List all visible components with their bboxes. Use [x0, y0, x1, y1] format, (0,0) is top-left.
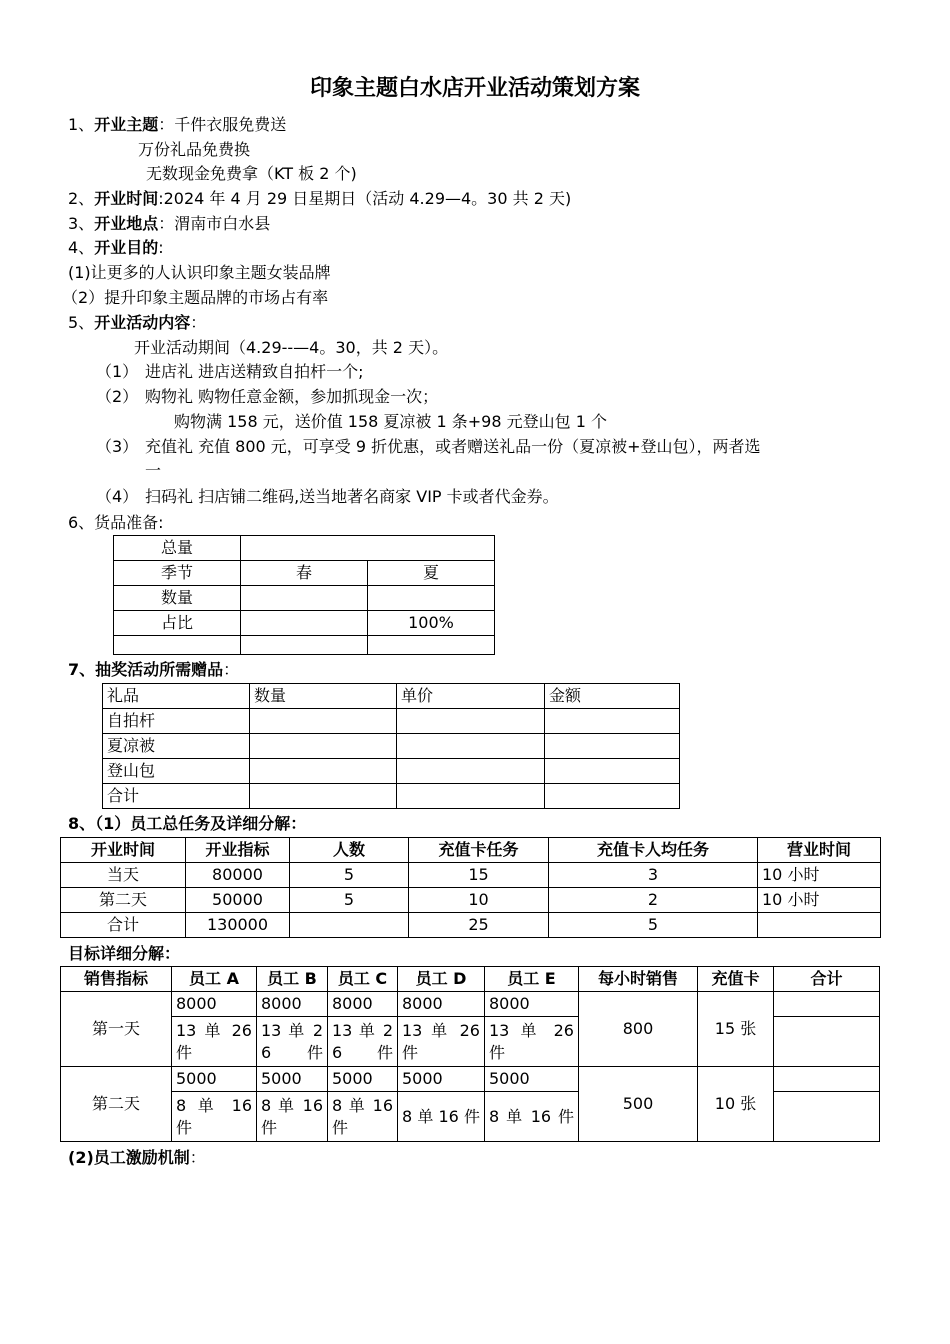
- day1-hourly: 800: [579, 992, 698, 1067]
- activity-period: 开业活动期间（4.29--—4。30，共 2 天）。: [134, 338, 449, 357]
- section-3: 3、开业地点：渭南市白水县: [68, 214, 271, 233]
- day2-orders-b: 8 单 16 件: [257, 1092, 328, 1142]
- goods-qty-label: 数量: [114, 586, 241, 611]
- gift-name: 登山包: [103, 759, 250, 784]
- goods-qty-spring: [241, 586, 368, 611]
- goods-spring: 春: [241, 561, 368, 586]
- section-8-heading: 8、（1）员工总任务及详细分解：: [68, 814, 307, 833]
- detail-header: 员工 C: [328, 967, 398, 992]
- task-header: 充值卡任务: [409, 838, 549, 863]
- goods-season-label: 季节: [114, 561, 241, 586]
- activity-item-1: 进店礼 进店送精致自拍杆一个;: [145, 362, 364, 381]
- goods-total-value: [241, 536, 495, 561]
- day1-total-bottom: [774, 1017, 880, 1067]
- incentive-heading: (2)员工激励机制：: [68, 1148, 206, 1167]
- gifts-table: [102, 683, 680, 809]
- day1-target-d: 8000: [398, 992, 485, 1017]
- page-title: 印象主题白水店开业活动策划方案: [309, 76, 640, 101]
- day2-target-b: 5000: [257, 1067, 328, 1092]
- task-header: 开业指标: [186, 838, 290, 863]
- detail-header: 员工 E: [485, 967, 579, 992]
- activity-item-3-num: （3）: [96, 437, 139, 456]
- gifts-header: 礼品: [103, 684, 250, 709]
- day2-target-e: 5000: [485, 1067, 579, 1092]
- detail-header: 合计: [774, 967, 880, 992]
- detail-header: 员工 D: [398, 967, 485, 992]
- purpose-item-2: （2）提升印象主题品牌的市场占有率: [62, 288, 329, 307]
- activity-item-4: 扫码礼 扫店铺二维码,送当地著名商家 VIP 卡或者代金券。: [145, 487, 559, 506]
- goods-total-label: 总量: [114, 536, 241, 561]
- goods-qty-summer: [368, 586, 495, 611]
- staff-task-table: [60, 837, 881, 938]
- day2-label: 第二天: [61, 1067, 172, 1142]
- day1-orders-d: 13 单 26 件: [398, 1017, 485, 1067]
- day2-total-top: [774, 1067, 880, 1092]
- goods-ratio-spring: [241, 611, 368, 636]
- goods-ratio-label: 占比: [114, 611, 241, 636]
- goods-table: [113, 535, 495, 655]
- gifts-header: 金额: [545, 684, 680, 709]
- task-header: 营业时间: [758, 838, 881, 863]
- day2-target-c: 5000: [328, 1067, 398, 1092]
- day1-card: 15 张: [698, 992, 774, 1067]
- activity-item-2-detail: 购物满 158 元，送价值 158 夏凉被 1 条+98 元登山包 1 个: [174, 412, 607, 431]
- task-header: 开业时间: [61, 838, 186, 863]
- activity-item-1-num: （1）: [96, 362, 139, 381]
- detail-header: 每小时销售: [579, 967, 698, 992]
- section-6-heading: 6、货品准备:: [68, 513, 164, 532]
- detail-header: 销售指标: [61, 967, 172, 992]
- theme-line-3: 无数现金免费拿（KT 板 2 个): [146, 164, 357, 183]
- purpose-item-1: (1)让更多的人认识印象主题女装品牌: [68, 263, 331, 282]
- detail-table: [60, 966, 880, 1142]
- day2-orders-c: 8 单 16 件: [328, 1092, 398, 1142]
- day2-orders-a: 8 单 16 件: [172, 1092, 257, 1142]
- goods-summer: 夏: [368, 561, 495, 586]
- goods-ratio-summer: 100%: [368, 611, 495, 636]
- gift-name: 夏凉被: [103, 734, 250, 759]
- day1-orders-c: 13 单 26 件: [328, 1017, 398, 1067]
- goods-empty-cell: [241, 636, 368, 655]
- task-header: 人数: [290, 838, 409, 863]
- detail-header: 员工 A: [172, 967, 257, 992]
- day2-target-d: 5000: [398, 1067, 485, 1092]
- section-5-heading: 5、开业活动内容：: [68, 313, 207, 332]
- day2-total-bottom: [774, 1092, 880, 1142]
- gifts-header: 单价: [397, 684, 545, 709]
- section-7-heading: 7、抽奖活动所需赠品：: [68, 660, 240, 679]
- day1-orders-a: 13 单 26 件: [172, 1017, 257, 1067]
- detail-header: 员工 B: [257, 967, 328, 992]
- activity-item-2-num: （2）: [96, 387, 139, 406]
- day1-target-c: 8000: [328, 992, 398, 1017]
- day1-target-a: 8000: [172, 992, 257, 1017]
- gift-name: 合计: [103, 784, 250, 809]
- day2-orders-e: 8 单 16 件: [485, 1092, 579, 1142]
- activity-item-2: 购物礼 购物任意金额，参加抓现金一次；: [145, 387, 439, 406]
- goods-empty-cell: [368, 636, 495, 655]
- day2-card: 10 张: [698, 1067, 774, 1142]
- goods-empty-cell: [114, 636, 241, 655]
- day2-orders-d: 8 单 16 件: [398, 1092, 485, 1142]
- activity-item-3: 充值礼 充值 800 元，可享受 9 折优惠，或者赠送礼品一份（夏凉被+登山包），两者选: [145, 437, 761, 456]
- gift-name: 自拍杆: [103, 709, 250, 734]
- section-2: 2、开业时间:2024 年 4 月 29 日星期日（活动 4.29—4。30 共 2 天): [68, 189, 572, 208]
- day2-hourly: 500: [579, 1067, 698, 1142]
- activity-item-3-cont: 一: [145, 461, 162, 480]
- gifts-header: 数量: [250, 684, 397, 709]
- day1-target-b: 8000: [257, 992, 328, 1017]
- section-1-heading: 1、开业主题：千件衣服免费送: [68, 115, 287, 134]
- day1-orders-b: 13 单 26 件: [257, 1017, 328, 1067]
- table-row: 第二天 50000 5 10 2 10 小时: [61, 888, 881, 913]
- detail-heading: 目标详细分解：: [68, 944, 181, 963]
- task-header: 充值卡人均任务: [549, 838, 758, 863]
- day1-total-top: [774, 992, 880, 1017]
- activity-item-4-num: （4）: [96, 487, 139, 506]
- day1-label: 第一天: [61, 992, 172, 1067]
- theme-line-2: 万份礼品免费换: [138, 140, 251, 159]
- day2-target-a: 5000: [172, 1067, 257, 1092]
- section-4-heading: 4、开业目的:: [68, 238, 164, 257]
- day1-target-e: 8000: [485, 992, 579, 1017]
- day1-orders-e: 13 单 26 件: [485, 1017, 579, 1067]
- table-row: 合计 130000 25 5: [61, 913, 881, 938]
- table-row: 当天 80000 5 15 3 10 小时: [61, 863, 881, 888]
- detail-header: 充值卡: [698, 967, 774, 992]
